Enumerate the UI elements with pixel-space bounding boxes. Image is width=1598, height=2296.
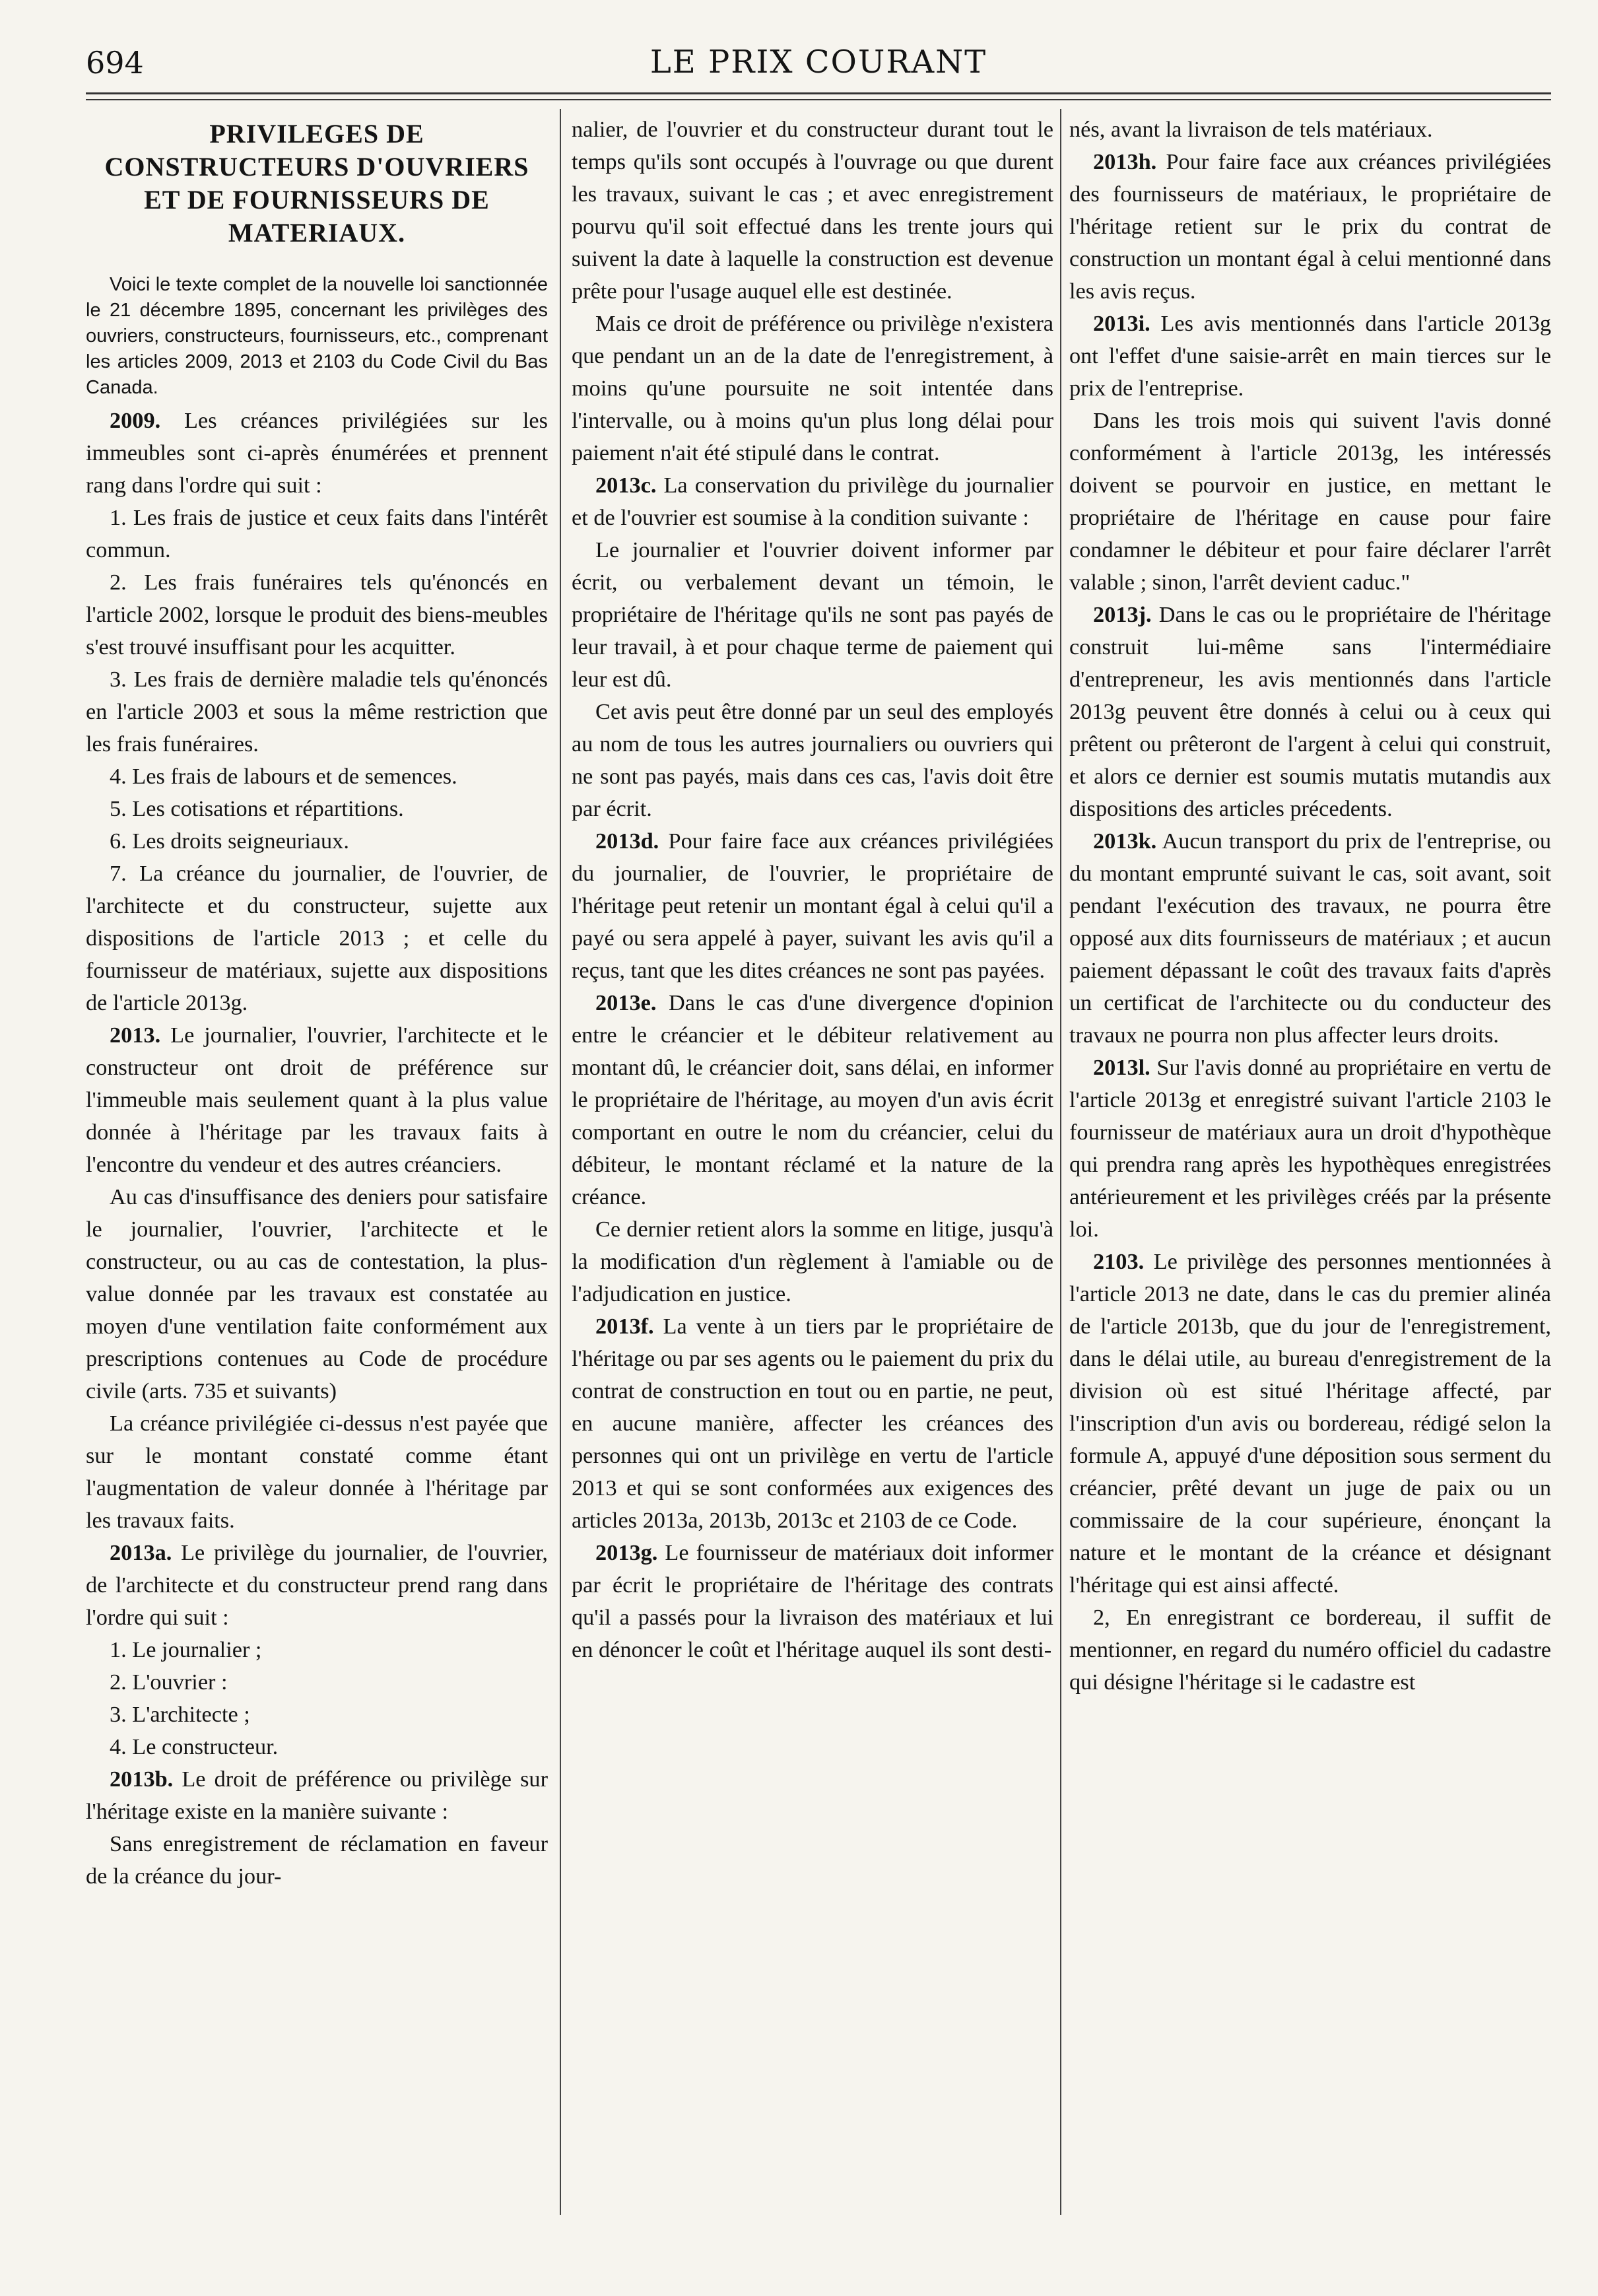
list-item: 3. Les frais de dernière maladie tels qu'énoncés en l'article 2003 et sous la même restriction que les frais funéraires. bbox=[86, 667, 548, 757]
list-item: 1. Les frais de justice et ceux faits dans l'intérêt commun. bbox=[86, 505, 548, 562]
header-rule-thin bbox=[86, 99, 1551, 100]
article-intro: Voici le texte complet de la nouvelle loi sanctionnée le 21 décembre 1895, concernant les privilèges des ouvriers, constructeurs, fournisseurs, etc., comprenant les articles 2009, 2013 et 2103 du Code Civil du Bas Canada. bbox=[86, 274, 548, 398]
list-item: 2. Les frais funéraires tels qu'énoncés en l'article 2002, lorsque le produit des biens-meubles s'est trouvé insuffisant pour les acquitter. bbox=[86, 570, 548, 659]
list-item: 4. Les frais de labours et de semences. bbox=[110, 764, 457, 789]
paragraph: Mais ce droit de préférence ou privilège n'existera que pendant un an de la date de l'enregistrement, à moins qu'une poursuite ne soit intentée dans l'intervalle, ou à moins qu'un plus long délai pour paiement n'ait été stipulé dans le contrat. bbox=[572, 311, 1053, 465]
article-number: 2013e. bbox=[595, 990, 657, 1015]
column-1 bbox=[86, 114, 548, 2213]
paragraph bbox=[1069, 308, 1551, 405]
article-number: 2103. bbox=[1093, 1249, 1145, 1274]
paragraph-text: Le fournisseur de matériaux doit informer par écrit le propriétaire de l'héritage des contrats qu'il a passés pour la livraison des matériaux et lui en dénoncer le coût et l'héritage auquel ils sont desti- bbox=[572, 1540, 1053, 1662]
article-number: 2009. bbox=[110, 408, 161, 433]
paragraph bbox=[1069, 146, 1551, 308]
paragraph bbox=[572, 987, 1053, 1213]
list-item: 3. L'architecte ; bbox=[110, 1702, 250, 1727]
article-number: 2013c. bbox=[595, 473, 657, 498]
paragraph bbox=[572, 1310, 1053, 1537]
paragraph-text: Pour faire face aux créances privilégiées du journalier, de l'ouvrier, le propriétaire de l'héritage peut retenir un montant égal à celui qu'il a payé ou sera appelé à payer, suivant les avis qu'il a reçus, tant que les dites créances ne sont pas payées. bbox=[572, 828, 1053, 983]
paragraph-text: Le privilège du journalier, de l'ouvrier, de l'architecte et du constructeur prend rang dans l'ordre qui suit : bbox=[86, 1540, 548, 1630]
list-item: 1. Le journalier ; bbox=[110, 1637, 262, 1662]
column-divider bbox=[1060, 109, 1061, 2215]
article-number: 2013b. bbox=[110, 1767, 174, 1792]
paragraph-text: Les avis mentionnés dans l'article 2013g ont l'effet d'une saisie-arrêt en main tierces sur le prix de l'entreprise. bbox=[1069, 311, 1551, 401]
article-number: 2013a. bbox=[110, 1540, 172, 1565]
paragraph bbox=[86, 1763, 548, 1828]
article-number: 2013f. bbox=[595, 1314, 654, 1339]
list-item: 7. La créance du journalier, de l'ouvrier, de l'architecte et du constructeur, sujette aux dispositions de l'article 2013 ; et celle du fournisseur de matériaux, sujette aux dispositions de l'article 2013g. bbox=[86, 861, 548, 1015]
article-number: 2013j. bbox=[1093, 602, 1152, 627]
paragraph bbox=[572, 469, 1053, 534]
article-number: 2013g. bbox=[595, 1540, 658, 1565]
article-number: 2013h. bbox=[1093, 149, 1157, 174]
paragraph-text: Dans le cas ou le propriétaire de l'héritage construit lui-même sans l'intermédiaire d'entrepreneur, les avis mentionnés dans l'article 2013g peuvent être donnés à celui ou à ceux qui prêtent ou prêteront de l'argent à celui qui construit, et alors ce dernier est soumis mutatis mutandis aux dispositions des articles précedents. bbox=[1069, 602, 1551, 821]
paragraph: nés, avant la livraison de tels matériaux. bbox=[1069, 117, 1433, 142]
paragraph bbox=[572, 1537, 1053, 1666]
column-3 bbox=[1069, 114, 1551, 2213]
paragraph-text: Pour faire face aux créances privilégiées des fournisseurs de matériaux, le propriétaire de l'héritage retient sur le prix du contrat de construction un montant égal à celui mentionné dans les avis reçus. bbox=[1069, 149, 1551, 304]
running-title: LE PRIX COURANT bbox=[649, 44, 987, 81]
paragraph-text: Le droit de préférence ou privilège sur l'héritage existe en la manière suivante : bbox=[86, 1767, 548, 1824]
page-header bbox=[86, 40, 1551, 86]
paragraph-text: Aucun transport du prix de l'entreprise, ou du montant emprunté suivant le cas, soit avant, soit pendant l'exécution des travaux, ne pourra être opposé aux dits fournisseurs de matériaux ; et aucun paiement dépassant le coût des travaux faits d'après un certificat de l'architecte ou du conducteur des travaux ne pourra non plus affecter leurs droits. bbox=[1069, 828, 1551, 1048]
paragraph bbox=[86, 405, 548, 502]
paragraph-text: Le journalier, l'ouvrier, l'architecte et le constructeur ont droit de préférence sur l'immeuble mais seulement quant à la plus value donnée à l'héritage par les travaux faits à l'encontre du vendeur et des autres créanciers. bbox=[86, 1023, 548, 1177]
paragraph: Dans les trois mois qui suivent l'avis donné conformément à l'article 2013g, les intéressés doivent se pourvoir en justice, en mettant le propriétaire de l'héritage en cause pour faire condamner le débiteur et pour faire déclarer l'arrêt valable ; sinon, l'arrêt devient caduc." bbox=[1069, 408, 1551, 595]
paragraph: Sans enregistrement de réclamation en faveur de la créance du jour- bbox=[86, 1831, 548, 1889]
paragraph-text: Sur l'avis donné au propriétaire en vertu de l'article 2013g et enregistré suivant l'article 2103 le fournisseur de matériaux aura un droit d'hypothèque qui prendra rang après les hypothèques enregistrées antérieurement et les privilèges créés par la présente loi. bbox=[1069, 1055, 1551, 1242]
list-item: 5. Les cotisations et répartitions. bbox=[110, 796, 404, 821]
paragraph-text: La conservation du privilège du journalier et de l'ouvrier est soumise à la condition suivante : bbox=[572, 473, 1053, 530]
header-rule bbox=[86, 92, 1551, 94]
list-item: 2. L'ouvrier : bbox=[110, 1670, 228, 1695]
list-item: 4. Le constructeur. bbox=[110, 1734, 279, 1759]
column-divider bbox=[560, 109, 561, 2215]
paragraph: Le journalier et l'ouvrier doivent informer par écrit, ou verbalement devant un témoin, le propriétaire de l'héritage qu'ils ne sont pas payés de leur travail, à et pour chaque terme de paiement qui leur est dû. bbox=[572, 537, 1053, 692]
paragraph bbox=[1069, 1052, 1551, 1246]
paragraph bbox=[1069, 1246, 1551, 1602]
article-number: 2013k. bbox=[1093, 828, 1157, 854]
article-number: 2013. bbox=[110, 1023, 161, 1048]
page-number: 694 bbox=[86, 45, 144, 81]
paragraph bbox=[572, 825, 1053, 987]
paragraph-text: Le privilège des personnes mentionnées à l'article 2013 ne date, dans le cas du premier alinéa de l'article 2013b, que du jour de l'enregistrement, dans le délai utile, au bureau d'enregistrement de la division où est situé l'héritage affecté, par l'inscription d'un avis ou bordereau, rédigé selon la formule A, appuyé d'une déposition sous serment du créancier, prêté devant un juge de paix ou un commissaire de la cour supérieure, énonçant la nature et le montant de la créance et désignant l'héritage qui est ainsi affecté. bbox=[1069, 1249, 1551, 1598]
article-number: 2013d. bbox=[595, 828, 659, 854]
list-item: 6. Les droits seigneuriaux. bbox=[110, 828, 349, 854]
paragraph bbox=[86, 1537, 548, 1634]
paragraph: Au cas d'insuffisance des deniers pour satisfaire le journalier, l'ouvrier, l'architecte et le constructeur, ou au cas de contestation, la plus-value donnée par les travaux est constatée au moyen d'une ventilation faite conformément aux prescriptions contenues au Code de procédure civile (arts. 735 et suivants) bbox=[86, 1184, 548, 1403]
paragraph-text: Les créances privilégiées sur les immeubles sont ci-après énumérées et prennent rang dans l'ordre qui suit : bbox=[86, 408, 548, 498]
paragraph: 2, En enregistrant ce bordereau, il suffit de mentionner, en regard du numéro officiel du cadastre qui désigne l'héritage si le cadastre est bbox=[1069, 1605, 1551, 1695]
paragraph bbox=[86, 1019, 548, 1181]
article-number: 2013i. bbox=[1093, 311, 1150, 336]
article-number: 2013l. bbox=[1093, 1055, 1150, 1080]
paragraph: La créance privilégiée ci-dessus n'est payée que sur le montant constaté comme étant l'augmentation de valeur donnée à l'héritage par les travaux faits. bbox=[86, 1411, 548, 1533]
paragraph-text: La vente à un tiers par le propriétaire de l'héritage ou par ses agents ou le paiement du prix du contrat de construction en tout ou en partie, ne peut, en aucune manière, affecter les créances des personnes qui ont un privilège en vertu de l'article 2013 et qui se sont conformées aux exigences des articles 2013a, 2013b, 2013c et 2103 de ce Code. bbox=[572, 1314, 1053, 1533]
paragraph-text: Dans le cas d'une divergence d'opinion entre le créancier et le débiteur relativement au montant dû, le créancier doit, sans délai, en informer le propriétaire de l'héritage, au moyen d'un avis écrit comportant en outre le nom du créancier, celui du débiteur, le montant réclamé et la nature de la créance. bbox=[572, 990, 1053, 1209]
paragraph: nalier, de l'ouvrier et du constructeur durant tout le temps qu'ils sont occupés à l'ouvrage ou que durent les travaux, suivant le cas ; et avec enregistrement pourvu qu'il soit effectué dans les trente jours qui suivent la date à laquelle la construction est devenue prête pour l'usage auquel elle est destinée. bbox=[572, 117, 1053, 304]
article-title: PRIVILEGES DE CONSTRUCTEURS D'OUVRIERS ET DE FOURNISSEURS DE MATERIAUX. bbox=[104, 119, 529, 248]
paragraph: Cet avis peut être donné par un seul des employés au nom de tous les autres journaliers ou ouvriers qui ne sont pas payés, mais dans ces cas, l'avis doit être par écrit. bbox=[572, 699, 1053, 821]
column-2 bbox=[572, 114, 1053, 2213]
paragraph: Ce dernier retient alors la somme en litige, jusqu'à la modification d'un règlement à l'amiable ou de l'adjudication en justice. bbox=[572, 1217, 1053, 1306]
paragraph bbox=[1069, 825, 1551, 1052]
paragraph bbox=[1069, 599, 1551, 825]
